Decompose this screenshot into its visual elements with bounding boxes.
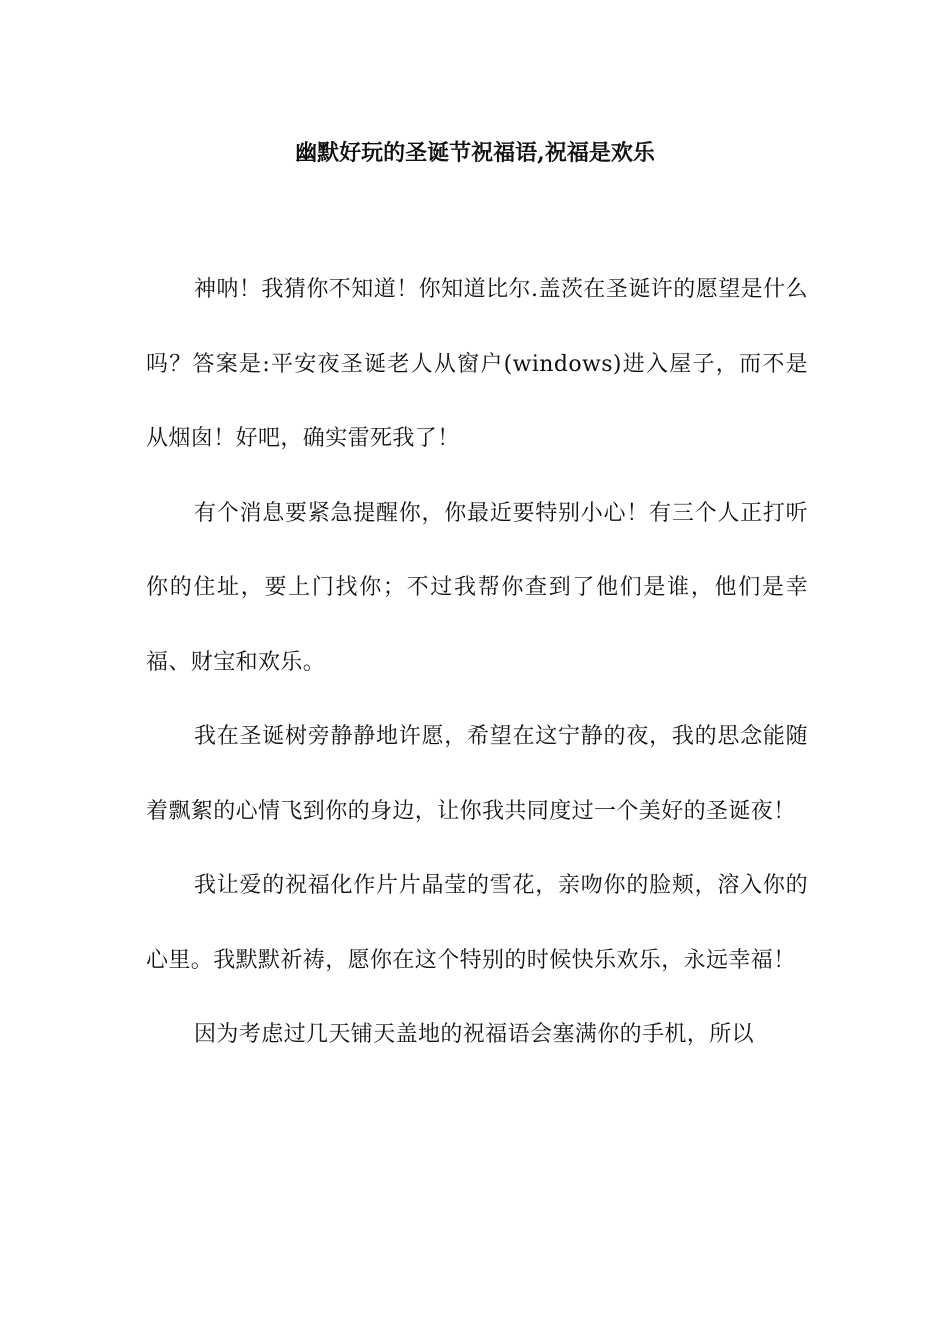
paragraph-5: 因为考虑过几天铺天盖地的祝福语会塞满你的手机，所以 [194,1022,755,1047]
document-body [146,253,808,1073]
paragraph-1: 神呐！我猜你不知道！你知道比尔.盖茨在圣诞许的愿望是什么吗？答案是:平安夜圣诞老人从窗户(windows)进入屋子，而不是从烟囱！好吧，确实雷死我了！ [146,277,808,451]
paragraph-4: 我让爱的祝福化作片片晶莹的雪花，亲吻你的脸颊，溶入你的心里。我默默祈祷，愿你在这个特别的时候快乐欢乐，永远幸福！ [146,873,808,973]
paragraph-2: 有个消息要紧急提醒你，你最近要特别小心！有三个人正打听你的住址，要上门找你；不过我帮你查到了他们是谁，他们是幸福、财宝和欢乐。 [146,500,808,675]
paragraph-3: 我在圣诞树旁静静地许愿，希望在这宁静的夜，我的思念能随着飘絮的心情飞到你的身边，让你我共同度过一个美好的圣诞夜！ [146,724,808,824]
document-title: 幽默好玩的圣诞节祝福语,祝福是欢乐 [295,140,655,166]
